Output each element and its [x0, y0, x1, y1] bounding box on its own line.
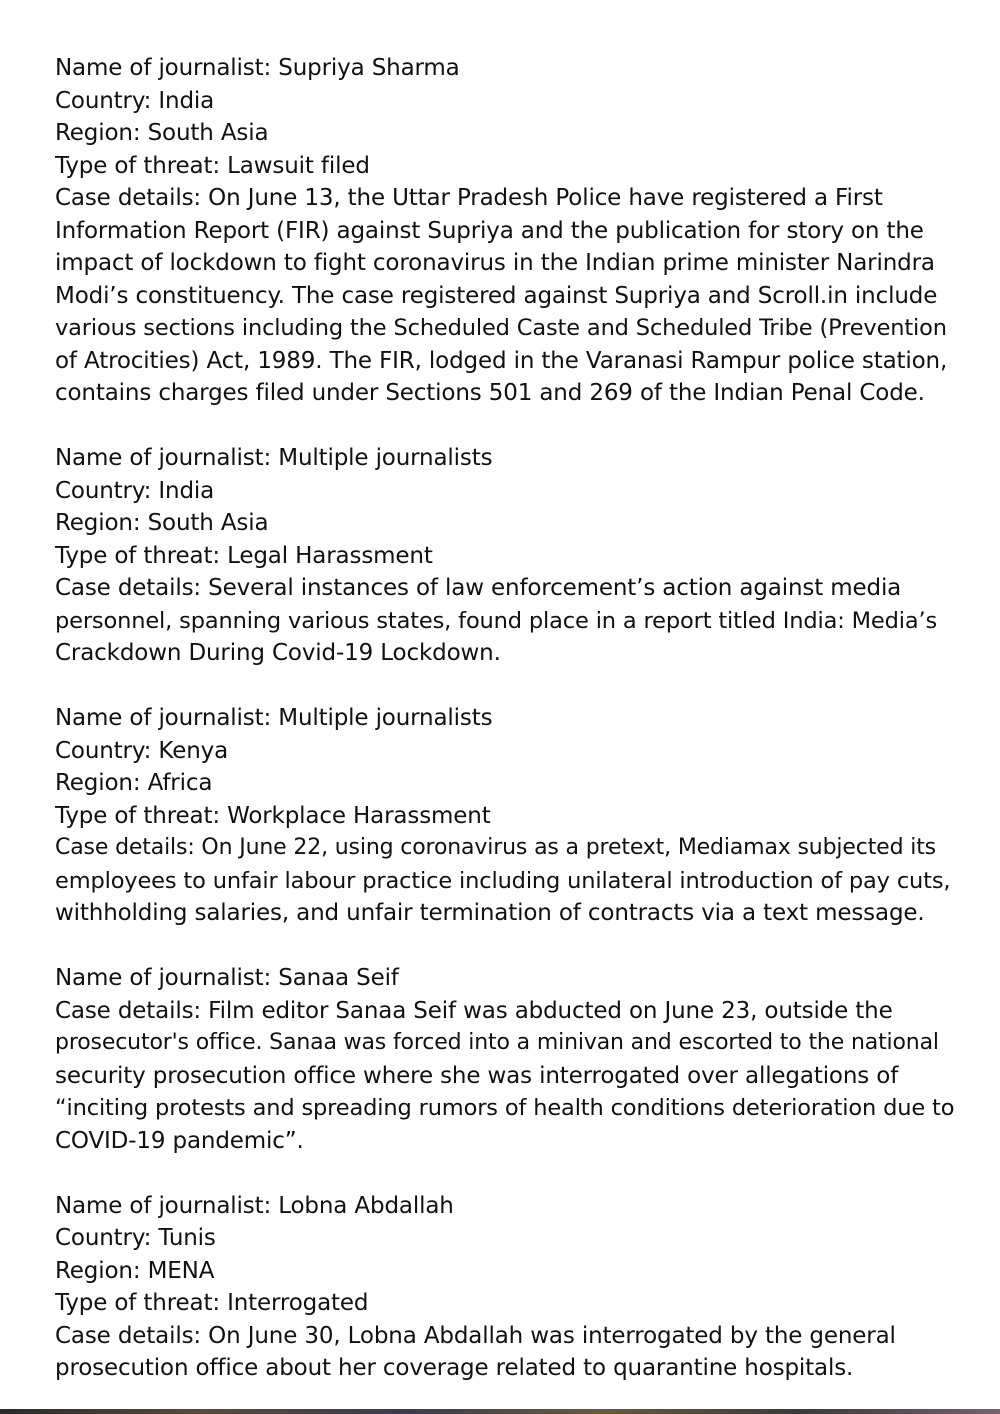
- paragraph-gap: [55, 1157, 955, 1190]
- threat-type-line: Type of threat: Workplace Harassment: [55, 802, 491, 829]
- case-details-line: Case details: Film editor Sanaa Seif was abducted on June 23, outside the: [55, 997, 893, 1024]
- document-page: [55, 52, 955, 1385]
- case-details-line: Crackdown During Covid-19 Lockdown.: [55, 640, 501, 666]
- case-details-line: “inciting protests and spreading rumors of health conditions deterioration due to: [55, 1095, 955, 1121]
- case-details-line: Case details: On June 30, Lobna Abdallah was interrogated by the general: [55, 1322, 896, 1349]
- journalist-name-line: Name of journalist: Multiple journalists: [55, 445, 493, 471]
- region-line: Region: South Asia: [55, 120, 269, 146]
- journalist-name-line: Name of journalist: Sanaa Seif: [55, 965, 399, 991]
- journalist-name-line: Name of journalist: Supriya Sharma: [55, 55, 460, 81]
- case-entry-multiple-journalists-kenya: [55, 702, 955, 930]
- country-line: Country: Kenya: [55, 737, 229, 764]
- case-details-line: withholding salaries, and unfair termination of contracts via a text message.: [55, 900, 925, 926]
- country-line: Country: Tunis: [55, 1225, 216, 1251]
- case-details-line: various sections including the Scheduled Caste and Scheduled Tribe (Prevention: [55, 315, 947, 341]
- region-line: Region: MENA: [55, 1257, 215, 1284]
- case-entry-sanaa-seif: [55, 962, 955, 1157]
- case-details-line: Information Report (FIR) against Supriya and the publication for story on the: [55, 217, 924, 244]
- case-entry-supriya-sharma: [55, 52, 955, 410]
- case-details-line: COVID-19 pandemic”.: [55, 1127, 304, 1154]
- case-details-line: employees to unfair labour practice including unilateral introduction of pay cuts,: [55, 867, 951, 894]
- journalist-name-line: Name of journalist: Multiple journalists: [55, 705, 493, 731]
- case-details-line: Case details: On June 22, using coronavirus as a pretext, Mediamax subjected its: [55, 835, 936, 860]
- case-details-line: Case details: On June 13, the Uttar Pradesh Police have registered a First: [55, 185, 883, 211]
- paragraph-gap: [55, 930, 955, 963]
- threat-type-line: Type of threat: Legal Harassment: [55, 542, 433, 569]
- case-details-line: impact of lockdown to fight coronavirus in the Indian prime minister Narindra: [55, 250, 935, 276]
- country-line: Country: India: [55, 477, 215, 504]
- case-details-line: of Atrocities) Act, 1989. The FIR, lodged in the Varanasi Rampur police station,: [55, 347, 948, 374]
- case-details-line: Case details: Several instances of law enforcement’s action against media: [55, 575, 902, 601]
- journalist-name-line: Name of journalist: Lobna Abdallah: [55, 1192, 454, 1219]
- region-line: Region: Africa: [55, 770, 213, 796]
- case-details-line: Modi’s constituency. The case registered against Supriya and Scroll.in include: [55, 282, 938, 309]
- threat-type-line: Type of threat: Interrogated: [55, 1290, 369, 1316]
- case-entry-lobna-abdallah: [55, 1190, 955, 1385]
- case-details-line: contains charges filed under Sections 501 and 269 of the Indian Penal Code.: [55, 380, 925, 406]
- bottom-border-strip: [0, 1409, 1000, 1414]
- case-entry-multiple-journalists-india: [55, 442, 955, 670]
- case-details-line: personnel, spanning various states, found place in a report titled India: Media’s: [55, 607, 938, 634]
- country-line: Country: India: [55, 87, 215, 114]
- paragraph-gap: [55, 670, 955, 703]
- region-line: Region: South Asia: [55, 510, 269, 536]
- case-details-line: prosecutor's office. Sanaa was forced into a minivan and escorted to the national: [55, 1030, 939, 1055]
- case-details-line: security prosecution office where she was interrogated over allegations of: [55, 1062, 899, 1089]
- threat-type-line: Type of threat: Lawsuit filed: [55, 152, 370, 179]
- case-details-line: prosecution office about her coverage related to quarantine hospitals.: [55, 1355, 854, 1381]
- paragraph-gap: [55, 410, 955, 443]
